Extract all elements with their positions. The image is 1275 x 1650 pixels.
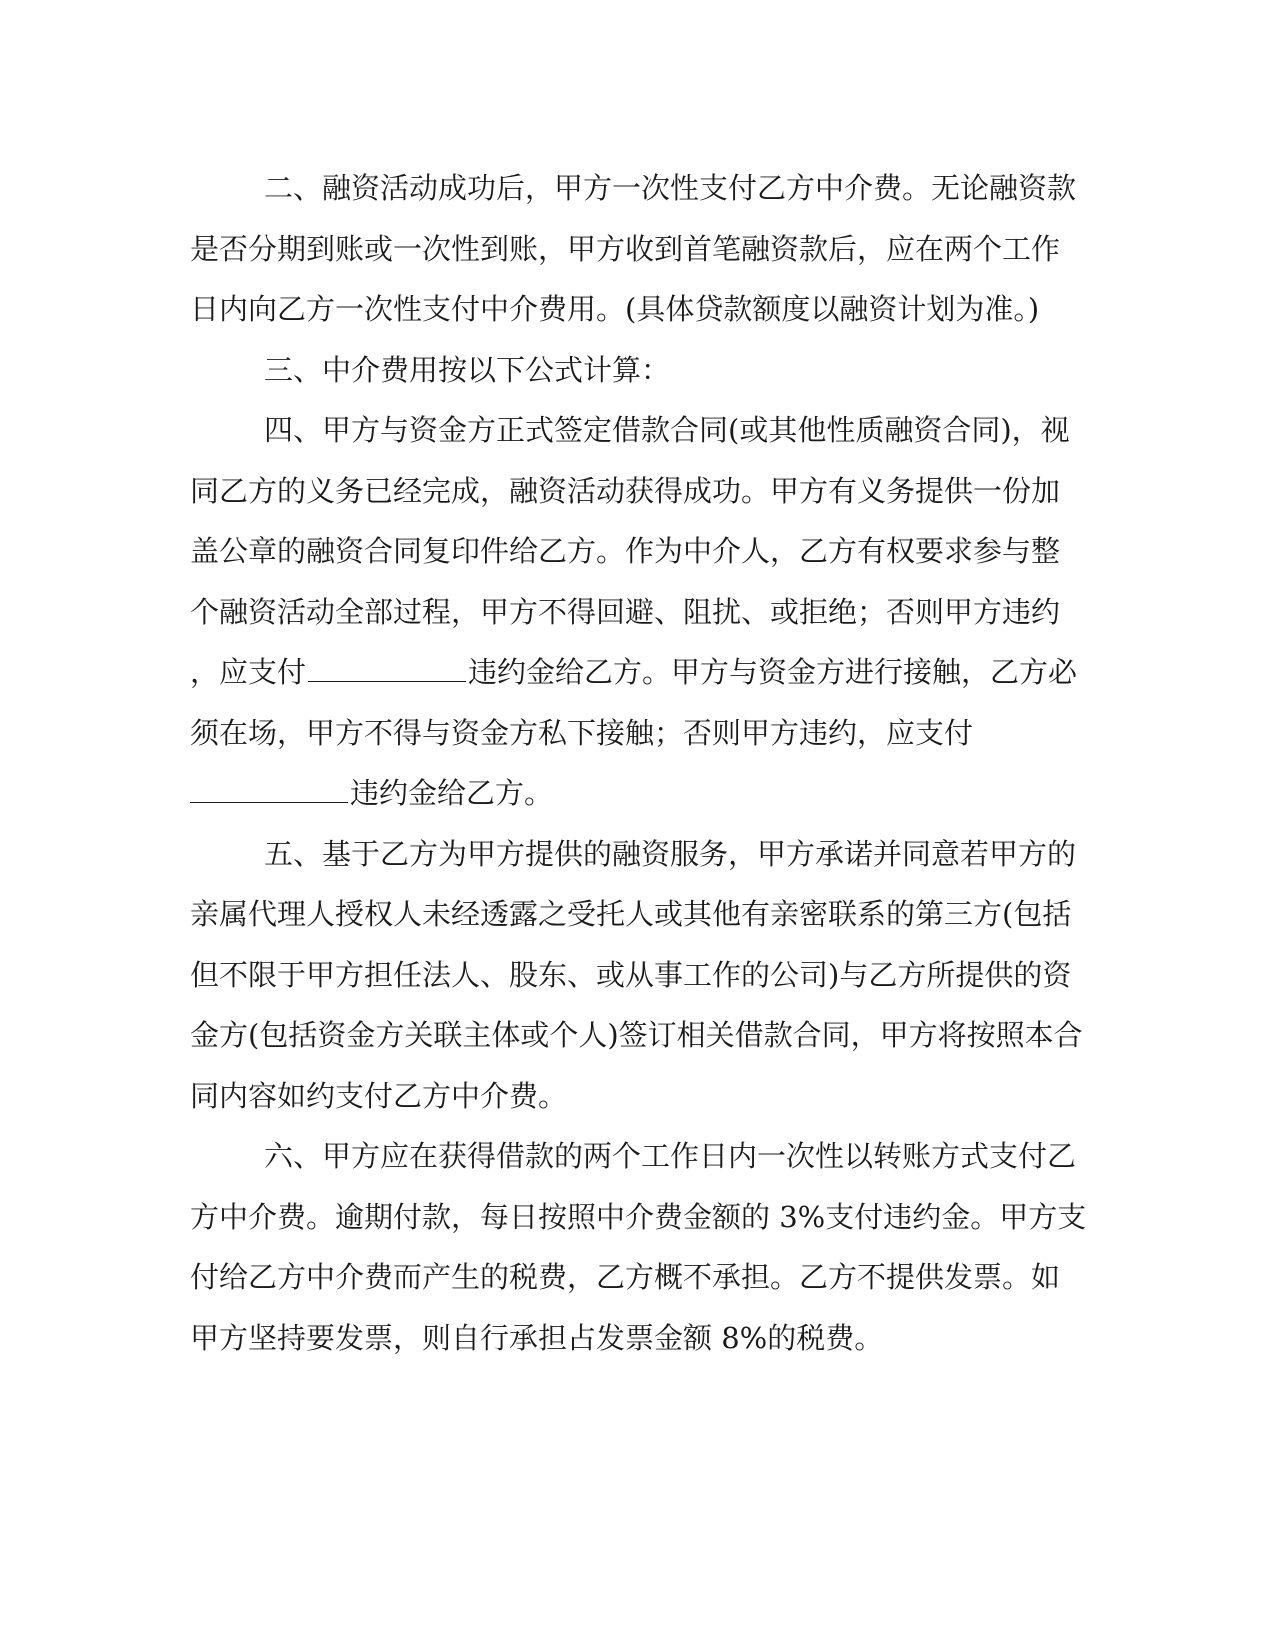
paragraph-3-line-1: 三、中介费用按以下公式计算： [264,352,671,387]
paragraph-4-line-5-end: 违约金给乙方。甲方与资金方进行接触，乙方必 [468,655,1078,689]
paragraph-4-line-4: 个融资活动全部过程，甲方不得回避、阻扰、或拒绝；否则甲方违约 [190,594,1061,629]
paragraph-6-line-3: 付给乙方中介费而产生的税费，乙方概不承担。乙方不提供发票。如 [190,1260,1061,1294]
paragraph-4-line-6: 须在场，甲方不得与资金方私下接触；否则甲方违约，应支付 [190,715,974,750]
paragraph-6-line-4: 甲方坚持要发票，则自行承担占发票金额 8%的税费。 [190,1320,884,1355]
document-body [190,158,1090,1368]
paragraph-2-line-3: 日内向乙方一次性支付中介费用。(具体贷款额度以融资计划为准。) [190,292,1040,326]
paragraph-4-line-3: 盖公章的融资合同复印件给乙方。作为中介人，乙方有权要求参与整 [190,534,1061,568]
paragraph-5-line-1: 五、基于乙方为甲方提供的融资服务，甲方承诺并同意若甲方的 [264,836,1077,871]
penalty-amount-blank-2[interactable] [190,801,348,803]
paragraph-5-line-2: 亲属代理人授权人未经透露之受托人或其他有亲密联系的第三方(包括 [190,897,1072,931]
paragraph-6-line-2: 方中介费。逾期付款，每日按照中介费金额的 3%支付违约金。甲方支 [190,1199,1087,1234]
paragraph-2-line-1: 二、融资活动成功后，甲方一次性支付乙方中介费。无论融资款 [264,171,1077,205]
paragraph-2-line-2: 是否分期到账或一次性到账，甲方收到首笔融资款后，应在两个工作 [190,231,1061,266]
paragraph-4-line-7 [190,763,1090,824]
paragraph-4-line-1: 四、甲方与资金方正式签定借款合同(或其他性质融资合同)，视 [264,413,1070,447]
paragraph-5-line-5: 同内容如约支付乙方中介费。 [190,1078,568,1113]
paragraph-5-line-3: 但不限于甲方担任法人、股东、或从事工作的公司)与乙方所提供的资 [190,957,1072,992]
paragraph-5-line-4: 金方(包括资金方关联主体或个人)签订相关借款合同，甲方将按照本合 [190,1018,1083,1052]
paragraph-4-line-2: 同乙方的义务已经完成，融资活动获得成功。甲方有义务提供一份加 [190,473,1061,508]
paragraph-4-line-7-end: 违约金给乙方。 [350,776,554,810]
paragraph-6-line-1: 六、甲方应在获得借款的两个工作日内一次性以转账方式支付乙 [264,1139,1077,1173]
paragraph-4-line-5 [190,642,1090,703]
penalty-amount-blank-1[interactable] [308,680,466,682]
paragraph-4-line-5-start: ，应支付 [190,655,307,689]
